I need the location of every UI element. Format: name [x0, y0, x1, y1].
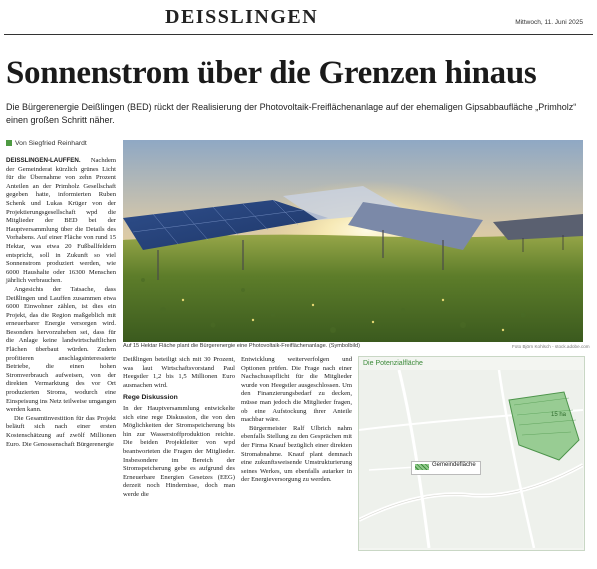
article-paragraph: Nachdem der Gemeinderat kürzlich grünes Licht für die Übernahme von zehn Prozent Anteilen an der Primholz Gesellschaft gegeben hatte, informierten Ruben Schenk und Lukas Krüger von der Projektierungsgesellschaft wpd die Mitglieder der BED bei der Hauptversammlung über die Details des Vorhabens. Auf einer Fläche von rund 15 Hektar, was etwa 20 Fußballfeldern entspricht, soll in Zukunft so viel Sonnenstrom produziert werden, wie 6000 Haushalte oder 16300 Menschen jährlich verbrauchen.	[6, 157, 116, 285]
dateline: DEISSLINGEN-LAUFFEN.	[6, 157, 81, 164]
byline	[6, 140, 87, 147]
article-paragraph: In der Hauptversammlung entwickelte sich eine rege Diskussion, die von den Möglichkeiten der Stromspeicherung bis hin zur Wasserstoffproduktion reichte. Die beiden Projektleiter von wpd beantworteten die Fragen der Mitglieder. Insbesondere im Bereich der Stromspeicherung gebe es aufgrund des Erneuerbare Energien Gesetzes (EEG) derzeit noch Hindernisse, doch man werde die	[123, 404, 235, 498]
photo-credit: Foto Björn Kohlsch - stock.adobe.com	[512, 344, 590, 349]
masthead-rule	[4, 34, 593, 35]
article-paragraph: Die Gesamtinvestition für das Projekt beläuft sich nach einer ersten Kostenschätzung auf zwölf Millionen Euro. Die Genossenschaft Bürgerenergie	[6, 414, 116, 448]
article-paragraph: Bürgermeister Ralf Ulbrich nahm ebenfalls Stellung zu den Gesprächen mit der Firma Knauf bezüglich einer direkten Stromabnahme. Knauf plant demnach eine zukunftsweisende Umstrukturierung seines Werkes, um ebenfalls autarker in der Energieversorgung zu werden.	[241, 424, 352, 484]
masthead-title: DEISSLINGEN	[165, 6, 319, 28]
article-paragraph: Entwicklung weiterverfolgen und Optionen prüfen. Die Frage nach einer Nachschusspflicht für die Mitglieder wurde von Heegstler ausgeschlossen. Um den Finanzierungsbedarf zu decken, müsse man jedoch die Mitglieder fragen, ob eine Aufstockung ihrer Anteile machbar wäre.	[241, 356, 352, 424]
masthead-date: Mittwoch, 11. Juni 2025	[515, 19, 583, 26]
solar-photo	[123, 140, 583, 342]
photo-caption: Auf 15 Hektar Fläche plant die Bürgerenergie eine Photovoltaik-Freiflächenanlage. (Symbolbild)	[123, 343, 360, 349]
area-label: 15 ha	[551, 412, 567, 418]
article-paragraph: Angesichts der Tatsache, dass Deißlingen und Lauffen zusammen etwa 6000 Einwohner zählen, ist dies ein Projekt, das die Region maßgeblich mit erneuerbarer Energie versorgen wird. Besonders hervorzuheben sei, dass für die Anlage keine landwirtschaftlichen Flächen überbaut würden. Zudem profitieren anschlagsinteressierte Betriebe, die einen hohen Stromverbrauch aufweisen, von der direkten Vermarktung des vor Ort produzierten Stroms, wodurch eine Einspeisung ins Netz teilweise umgangen werden kann.	[6, 285, 116, 414]
article-column-2	[123, 356, 235, 500]
legend-swatch	[415, 464, 429, 470]
headline: Sonnenstrom über die Grenzen hinaus	[6, 55, 537, 91]
map-title: Die Potenzialfläche	[363, 360, 423, 367]
article-column-3	[241, 356, 352, 485]
byline-marker	[6, 140, 12, 146]
legend-label: Gemeindefläche	[432, 462, 476, 468]
byline-text: Von Siegfried Reinhardt	[15, 140, 87, 147]
article-paragraph: Deißlingen beteiligt sich mit 30 Prozent, was laut Wirtschaftsvorstand Paul Heegstler 1,2 bis 1,5 Millionen Euro ausmachen wird.	[123, 356, 235, 389]
article-column-1	[6, 157, 116, 449]
map-graphic	[359, 370, 583, 548]
subheadline: Die Bürgerenergie Deißlingen (BED) rückt der Realisierung der Photovoltaik-Freiflächenanlage auf der ehemaligen Gipsabbaufläche „Primholz“ einen großen Schritt näher.	[6, 102, 577, 125]
section-subheading: Rege Diskussion	[123, 394, 178, 402]
